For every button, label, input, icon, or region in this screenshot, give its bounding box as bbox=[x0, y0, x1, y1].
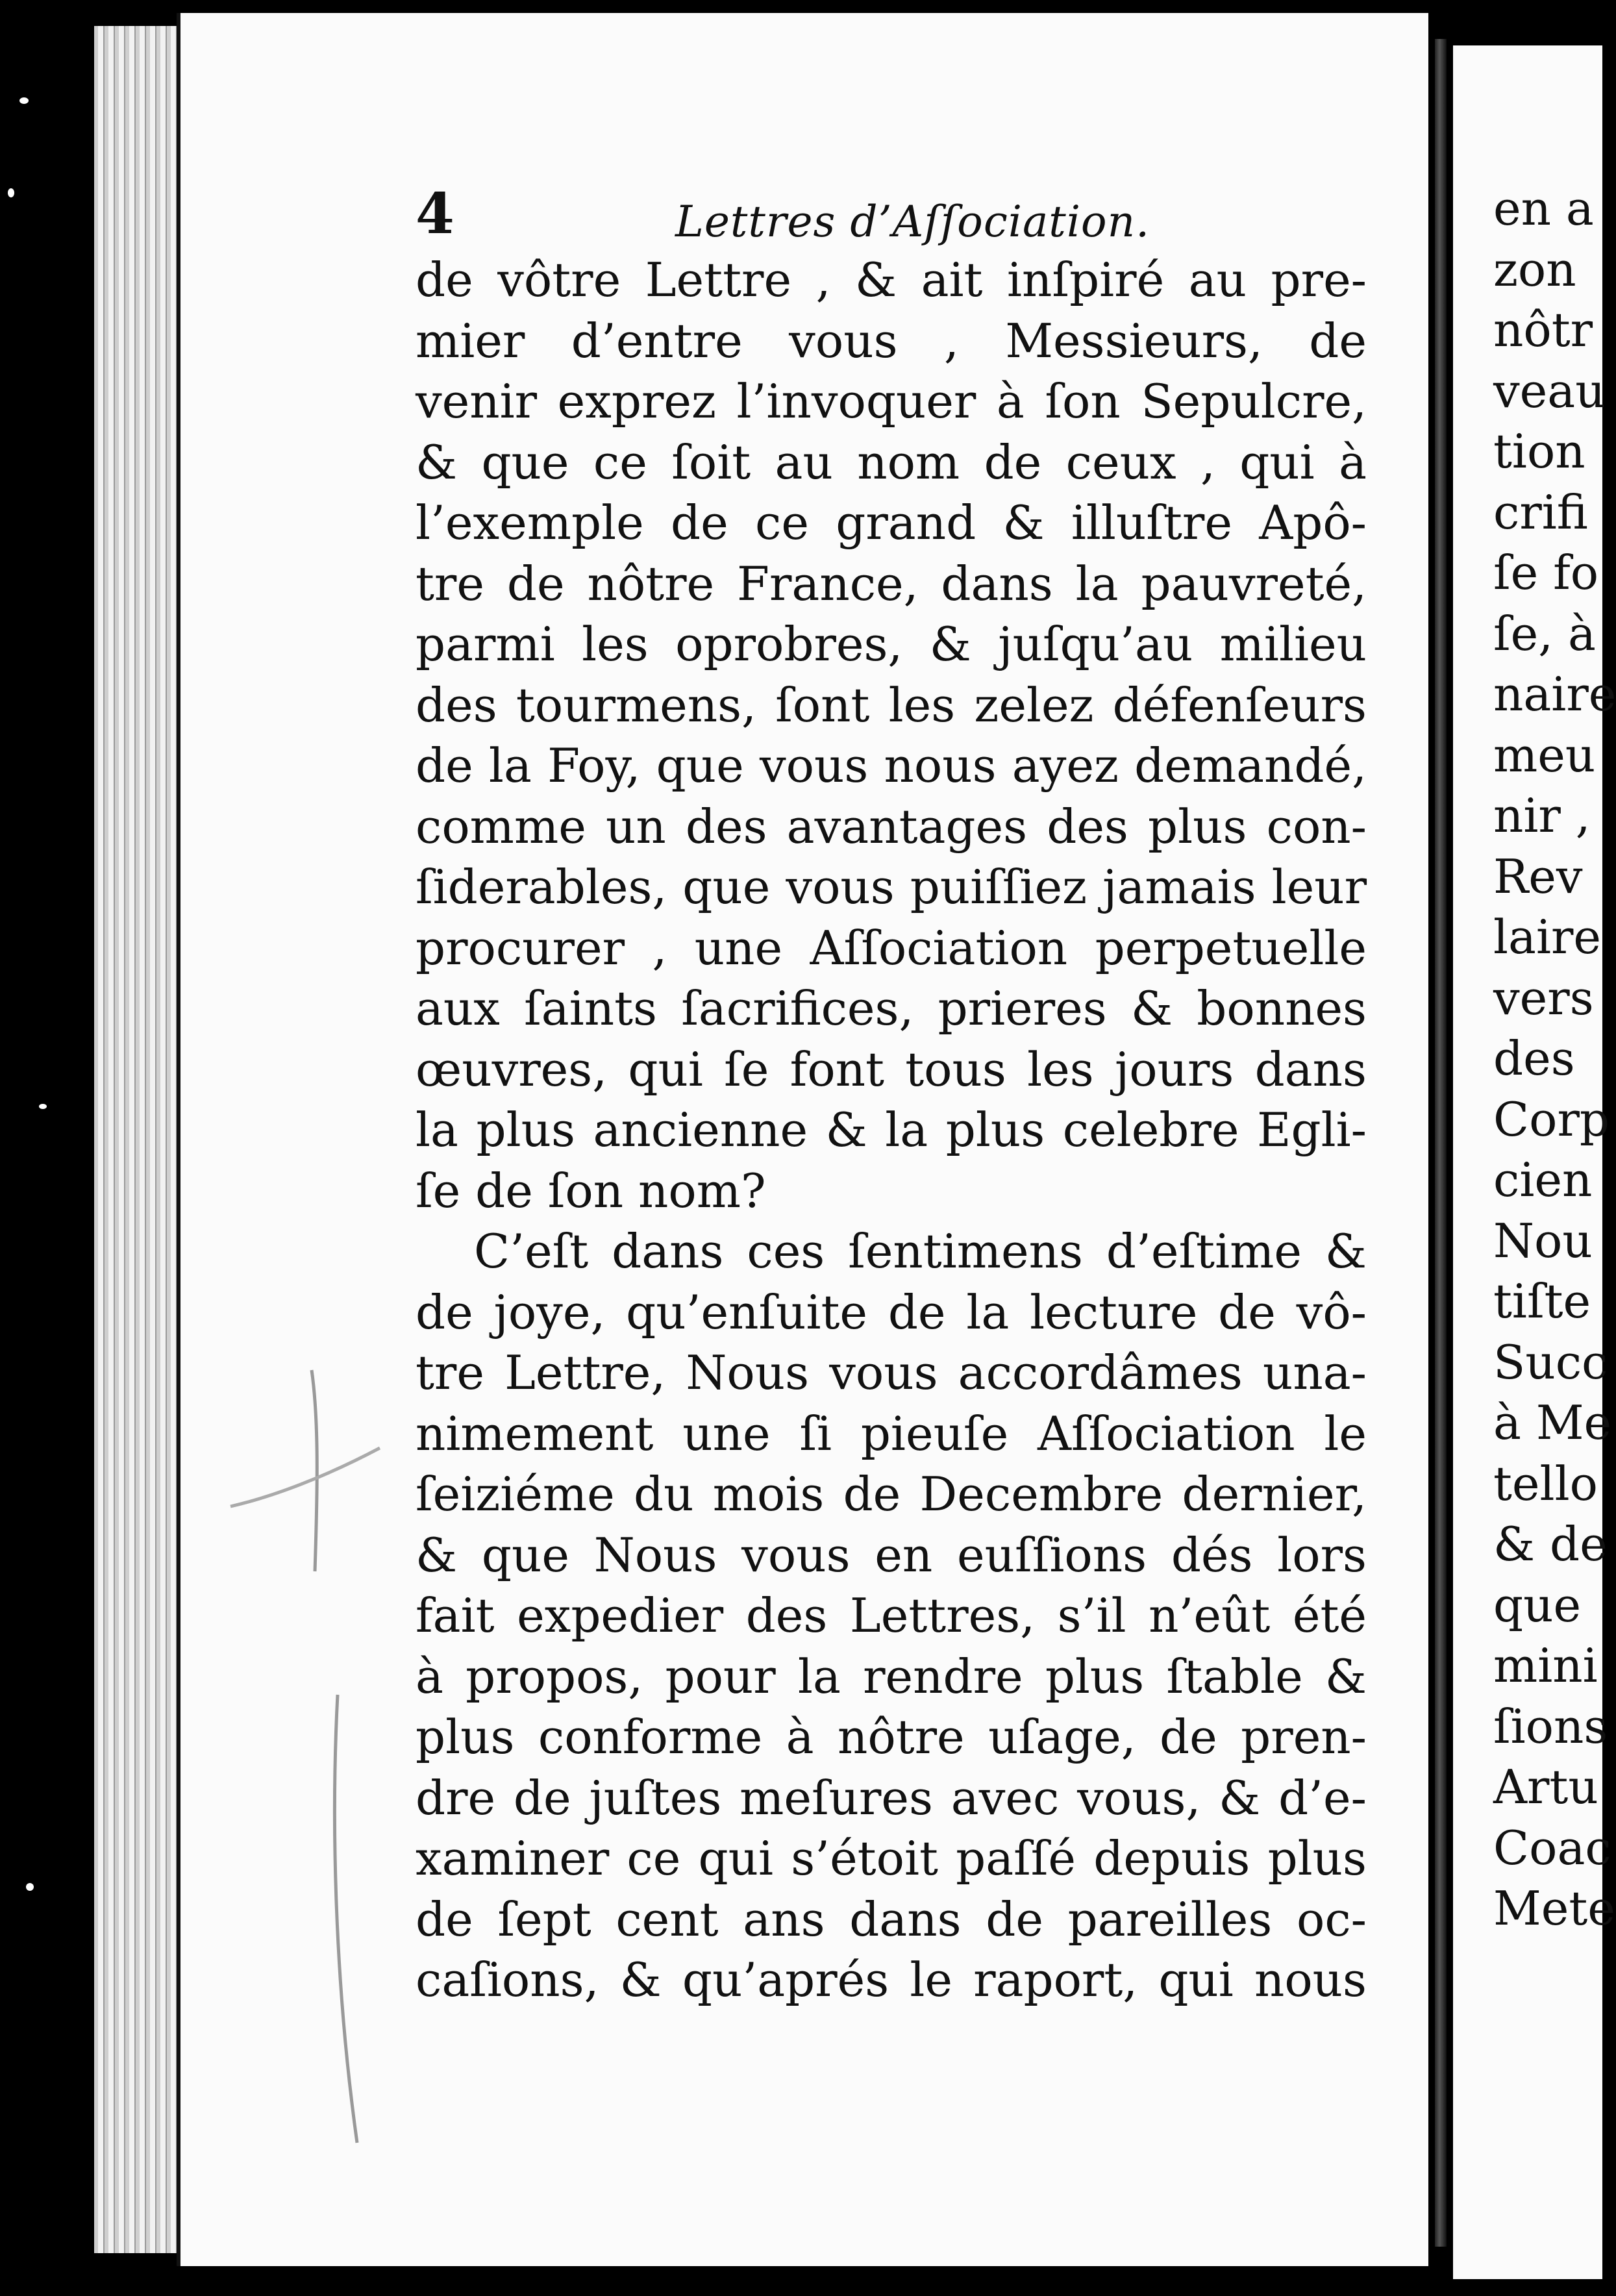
text-line: comme un des avantages des plus con- bbox=[416, 799, 1367, 854]
text-line: zon bbox=[1493, 242, 1576, 297]
text-line: xaminer ce qui s’étoit paſſé depuis plus bbox=[416, 1831, 1367, 1886]
text-line: tion bbox=[1493, 424, 1585, 479]
text-line: des bbox=[1493, 1031, 1575, 1086]
text-line: Succ bbox=[1493, 1334, 1608, 1390]
book-page-edges bbox=[94, 26, 179, 2253]
text-line: cien bbox=[1493, 1153, 1593, 1207]
text-line: tiſte bbox=[1493, 1274, 1591, 1329]
text-line: procurer , une Aſſociation perpetuelle bbox=[416, 920, 1367, 975]
text-line: mini bbox=[1493, 1638, 1598, 1693]
text-line: fait expedier des Lettres, s’il n’eût été bbox=[416, 1588, 1367, 1643]
text-line: des tourmens, ſont les zelez défenſeurs bbox=[416, 677, 1367, 732]
text-line: laire bbox=[1493, 910, 1602, 964]
text-line: ſe, à bbox=[1493, 606, 1596, 661]
text-line: crifi bbox=[1493, 484, 1588, 540]
running-head-title: Lettres d’Aſſociation. bbox=[675, 197, 1150, 247]
text-line: nôtr bbox=[1493, 303, 1593, 357]
text-line: nimement une ſi pieuſe Aſſociation le bbox=[416, 1406, 1367, 1461]
text-line: de joye, qu’enſuite de la lecture de vô- bbox=[416, 1284, 1367, 1340]
text-line: de ſept cent ans dans de pareilles oc- bbox=[416, 1891, 1367, 1947]
text-line: nir , bbox=[1493, 788, 1591, 843]
text-line: veau bbox=[1493, 363, 1606, 418]
pencil-vertical-mark bbox=[312, 1688, 390, 2156]
pencil-cross-mark bbox=[221, 1364, 390, 1578]
text-line: en a bbox=[1493, 181, 1594, 236]
paragraph-start-line: C’eſt dans ces ſentimens d’eſtime & bbox=[474, 1224, 1367, 1279]
text-line: Coac bbox=[1493, 1820, 1611, 1875]
text-line: à Me bbox=[1493, 1395, 1612, 1450]
text-line: & que Nous vous en euſſions dés lors bbox=[416, 1527, 1367, 1582]
text-line: ſeiziéme du mois de Decembre dernier, bbox=[416, 1467, 1367, 1521]
text-line: naire bbox=[1493, 667, 1616, 721]
page-number: 4 bbox=[416, 181, 454, 247]
text-line: vers bbox=[1493, 970, 1594, 1025]
text-line: de vôtre Lettre , & ait inſpiré au pre- bbox=[416, 253, 1367, 307]
text-line: & de bbox=[1493, 1517, 1608, 1571]
scan-speck bbox=[26, 1883, 34, 1891]
text-line: ſiderables, que vous puiſſiez jamais leur bbox=[416, 860, 1367, 914]
text-line: Nou bbox=[1493, 1213, 1593, 1268]
text-line: ſe fo bbox=[1493, 545, 1599, 600]
text-line: Rev bbox=[1493, 849, 1583, 904]
text-line: œuvres, qui ſe font tous les jours dans bbox=[416, 1042, 1367, 1097]
running-head bbox=[416, 181, 1363, 247]
text-line: que bbox=[1493, 1577, 1582, 1632]
body-text bbox=[416, 250, 1367, 2011]
text-line: tello bbox=[1493, 1456, 1598, 1511]
text-line: Artu bbox=[1493, 1760, 1598, 1814]
text-line: dre de juſtes meſures avec vous, & d’e- bbox=[416, 1770, 1367, 1825]
scan-speck bbox=[8, 188, 14, 197]
text-line: la plus ancienne & la plus celebre Egli- bbox=[416, 1103, 1367, 1157]
text-line: l’exemple de ce grand & illuſtre Apô- bbox=[416, 495, 1367, 550]
text-line: tre de nôtre France, dans la pauvreté, bbox=[416, 556, 1367, 611]
text-line: à propos, pour la rendre plus ſtable & bbox=[416, 1649, 1367, 1704]
text-line: ſe de ſon nom? bbox=[416, 1163, 766, 1218]
text-line: aux ſaints ſacrifices, prieres & bonnes bbox=[416, 981, 1367, 1036]
text-line: Corp bbox=[1493, 1092, 1610, 1147]
text-line: ſions bbox=[1493, 1699, 1608, 1754]
text-line: de la Foy, que vous nous ayez demandé, bbox=[416, 738, 1367, 793]
text-line: plus conforme à nôtre uſage, de pren- bbox=[416, 1710, 1367, 1764]
text-line: caſions, & qu’aprés le raport, qui nous bbox=[416, 1953, 1367, 2007]
text-line: Mete bbox=[1493, 1881, 1615, 1936]
text-line: mier d’entre vous , Messieurs, de bbox=[416, 313, 1367, 368]
text-line: & que ce ſoit au nom de ceux , qui à bbox=[416, 434, 1367, 490]
text-line: parmi les oprobres, & juſqu’au milieu bbox=[416, 617, 1367, 671]
text-line: meu bbox=[1493, 727, 1596, 782]
text-line: tre Lettre, Nous vous accordâmes una- bbox=[416, 1345, 1367, 1400]
text-line: venir exprez l’invoquer à ſon Sepulcre, bbox=[416, 374, 1367, 429]
right-page-text bbox=[1493, 179, 1616, 1940]
scan-speck bbox=[39, 1104, 47, 1109]
scan-speck bbox=[19, 97, 29, 104]
gutter-shadow bbox=[1435, 39, 1447, 2247]
